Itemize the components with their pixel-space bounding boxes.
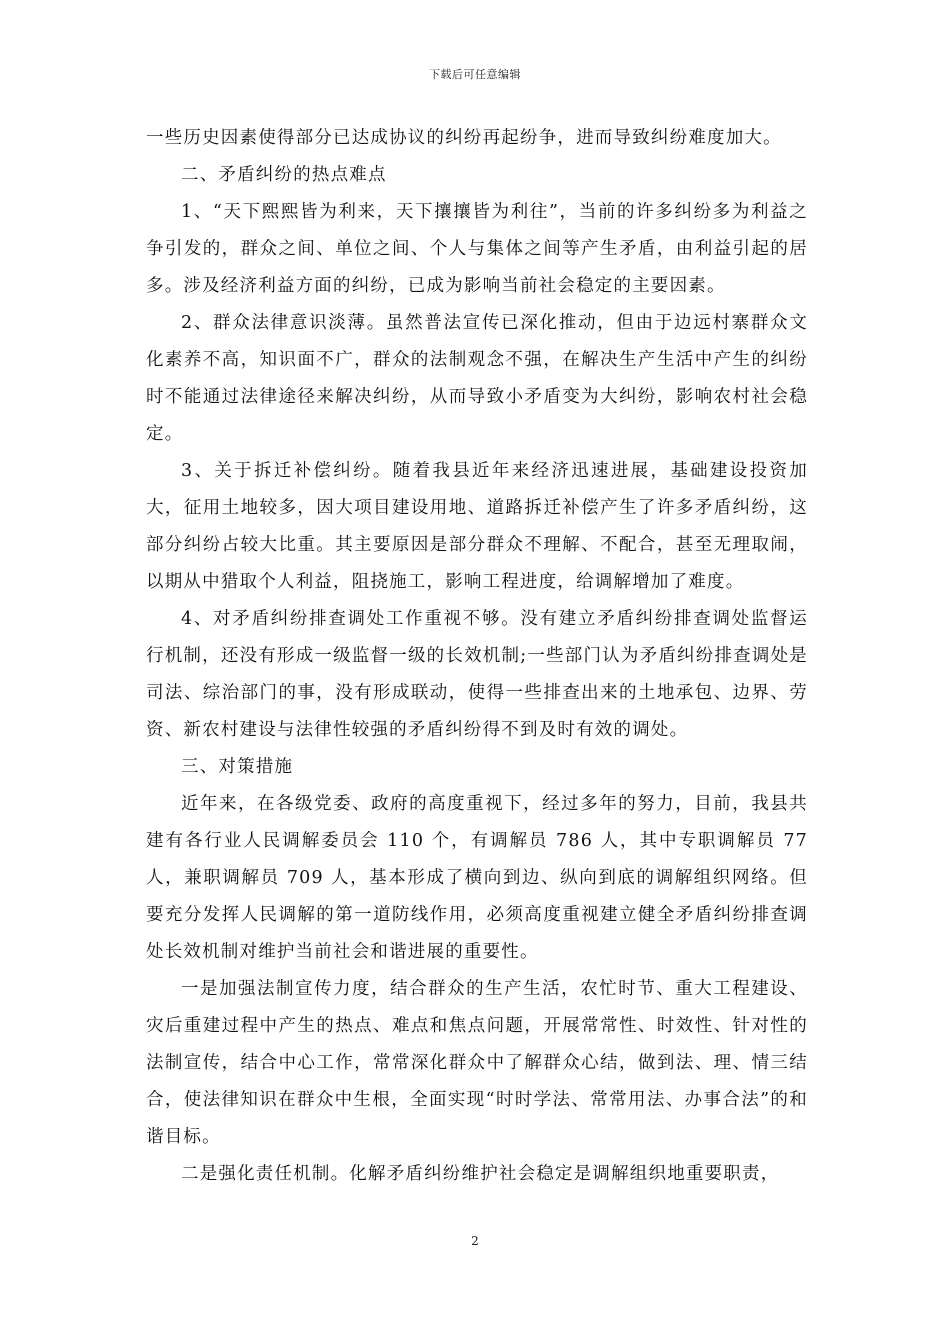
paragraph: 三、对策措施: [181, 757, 294, 777]
paragraph: 3、关于拆迁补偿纠纷。随着我县近年来经济迅速进展，基础建设投资加大，征用土地较多，因大项目建设用地、道路拆迁补偿产生了许多矛盾纠纷，这部分纠纷占较大比重。其主要原因是部分群众不理解、不配合，甚至无理取闹，以期从中猎取个人利益，阻挠施工，影响工程进度，给调解增加了难度。: [146, 461, 808, 592]
paragraph: 一些历史因素使得部分已达成协议的纠纷再起纷争，进而导致纠纷难度加大。: [146, 128, 782, 148]
paragraph: 1、“天下熙熙皆为利来，天下攘攘皆为利往”，当前的许多纠纷多为利益之争引发的，群众之间、单位之间、个人与集体之间等产生矛盾，由利益引起的居多。涉及经济利益方面的纠纷，已成为影响当前社会稳定的主要因素。: [146, 202, 808, 296]
paragraph: 2、群众法律意识淡薄。虽然普法宣传已深化推动，但由于边远村寨群众文化素养不高，知识面不广，群众的法制观念不强，在解决生产生活中产生的纠纷时不能通过法律途径来解决纠纷，从而导致小矛盾变为大纠纷，影响农村社会稳定。: [146, 313, 808, 444]
page-number: 2: [471, 1234, 479, 1248]
paragraph: 4、对矛盾纠纷排查调处工作重视不够。没有建立矛盾纠纷排查调处监督运行机制，还没有形成一级监督一级的长效机制;一些部门认为矛盾纠纷排查调处是司法、综治部门的事，没有形成联动，使得一些排查出来的土地承包、边界、劳资、新农村建设与法律性较强的矛盾纠纷得不到及时有效的调处。: [146, 609, 808, 740]
paragraph: 近年来，在各级党委、政府的高度重视下，经过多年的努力，目前，我县共建有各行业人民调解委员会 110 个，有调解员 786 人，其中专职调解员 77 人，兼职调解员 709 人，基本形成了横向到边、纵向到底的调解组织网络。但要充分发挥人民调解的第一道防线作用，必须高度重视建立健全矛盾纠纷排查调处长效机制对维护当前社会和谐进展的重要性。: [146, 794, 808, 962]
paragraph: 二、矛盾纠纷的热点难点: [181, 165, 387, 185]
document-body: [146, 120, 808, 1193]
header-note: 下载后可任意编辑: [429, 68, 521, 81]
paragraph: 一是加强法制宣传力度，结合群众的生产生活，农忙时节、重大工程建设、灾后重建过程中产生的热点、难点和焦点问题，开展常常性、时效性、针对性的法制宣传，结合中心工作，常常深化群众中了解群众心结，做到法、理、情三结合，使法律知识在群众中生根，全面实现“时时学法、常常用法、办事合法”的和谐目标。: [146, 979, 808, 1147]
paragraph: 二是强化责任机制。化解矛盾纠纷维护社会稳定是调解组织地重要职责，: [181, 1164, 780, 1184]
